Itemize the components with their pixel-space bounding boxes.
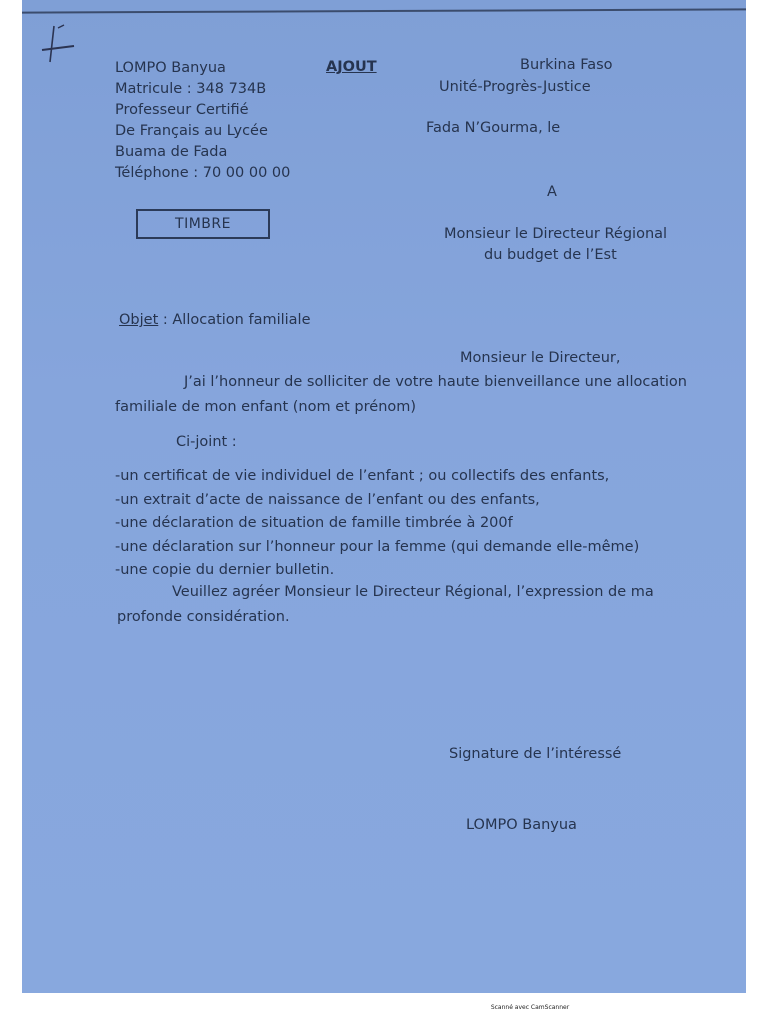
country-name: Burkina Faso [520, 57, 613, 73]
scanner-watermark: Scanné avec CamScanner [490, 1004, 570, 1011]
scanned-letter-page [22, 0, 746, 993]
sender-block [115, 58, 290, 184]
attachment-item: -un certificat de vie individuel de l’enfant ; ou collectifs des enfants, [115, 468, 610, 484]
handwritten-mark-icon [34, 20, 78, 66]
attachments-label: Ci-joint : [176, 434, 237, 450]
body-line-1: J’ai l’honneur de solliciter de votre haute bienveillance une allocation [184, 374, 687, 390]
attachment-item: -une déclaration sur l’honneur pour la femme (qui demande elle-même) [115, 538, 640, 555]
recipient-prefix: A [547, 184, 557, 200]
top-rule-line [22, 8, 746, 13]
attachment-item: -un extrait d’acte de naissance de l’enfant ou des enfants, [115, 491, 540, 508]
recipient-line-1: Monsieur le Directeur Régional [444, 226, 668, 242]
recipient-line-2: du budget de l’Est [484, 247, 617, 263]
object-label: Objet [119, 312, 159, 328]
attachments-list [115, 465, 639, 583]
sender-title: Professeur Certifié [115, 102, 249, 118]
sender-name: LOMPO Banyua [115, 60, 226, 76]
closing-line-1: Veuillez agréer Monsieur le Directeur Régional, l’expression de ma [172, 584, 654, 600]
attachment-item: -une déclaration de situation de famille timbrée à 200f [115, 515, 513, 531]
ajout-mark: AJOUT [326, 59, 377, 75]
sender-school-place: Buama de Fada [115, 144, 228, 160]
signature-label: Signature de l’intéressé [449, 746, 622, 762]
object-text: : Allocation familiale [158, 312, 311, 328]
attachment-item: -une copie du dernier bulletin. [115, 562, 335, 578]
salutation: Monsieur le Directeur, [460, 350, 621, 366]
closing-line-2: profonde considération. [117, 609, 290, 625]
sender-matricule: Matricule : 348 734B [115, 81, 267, 97]
sender-phone: Téléphone : 70 00 00 00 [115, 165, 291, 181]
place-date: Fada N’Gourma, le [426, 120, 561, 136]
sender-subject-school: De Français au Lycée [115, 123, 268, 139]
stamp-box: TIMBRE [136, 209, 270, 239]
body-line-2: familiale de mon enfant (nom et prénom) [115, 399, 417, 415]
national-motto: Unité-Progrès-Justice [439, 79, 591, 95]
signature-name: LOMPO Banyua [466, 817, 577, 833]
object-line [119, 310, 311, 330]
